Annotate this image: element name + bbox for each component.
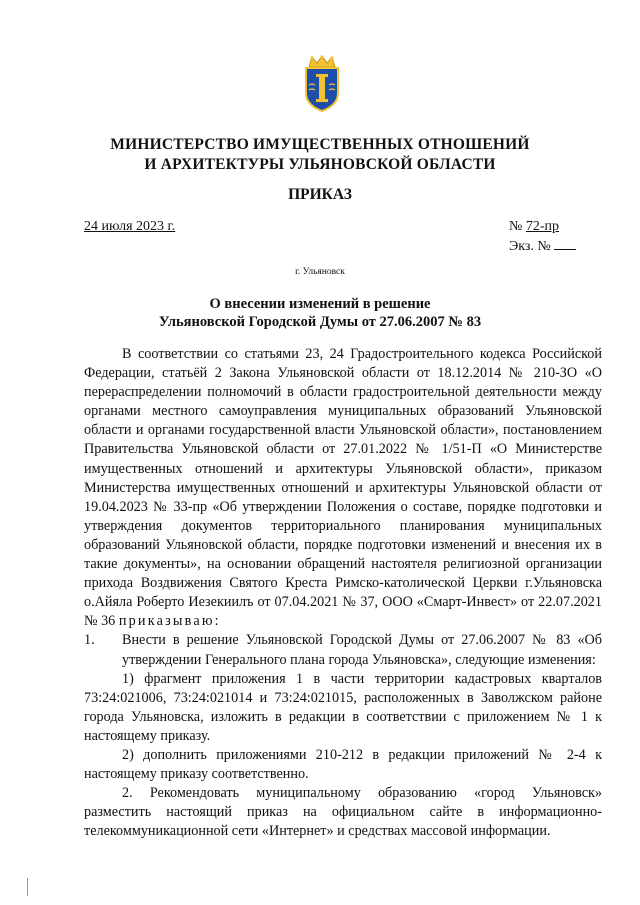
document-body: [84, 345, 602, 841]
copy-number-blank: [554, 237, 576, 250]
item-1-number: 1.: [84, 632, 95, 649]
subject-line2: Ульяновской Городской Думы от 27.06.2007 № 83: [158, 314, 482, 330]
copy-number: [509, 237, 576, 255]
order-word: приказываю: [118, 613, 215, 630]
scan-margin-mark: [27, 878, 28, 896]
subitem-2-paragraph: 2) дополнить приложениями 210-212 в редакции приложений № 2-4 к настоящему приказу соответственно.: [84, 746, 602, 783]
order-number-value: 72-пр: [525, 219, 560, 234]
ministry-name-line2: И АРХИТЕКТУРЫ УЛЬЯНОВСКОЙ ОБЛАСТИ: [144, 156, 496, 173]
preamble-paragraph: [84, 345, 602, 631]
subitem-1-paragraph: 1) фрагмент приложения 1 в части территории кадастровых кварталов 73:24:021006, 73:24:021014 и 73:24:021015, расположенных в Заволжском районе города Ульяновска, изложить в редакции в соответствии с приложением № 1 к настоящему приказу.: [84, 670, 602, 744]
preamble-text: В соответствии со статьями 23, 24 Градостроительного кодекса Российской Федерации, статьёй 2 Закона Ульяновской области от 18.12.2014 № 210-ЗО «О перераспределении полномочий в области градостроительной деятельности между органами местного самоуправления муниципальных образований Ульяновской области и органами государственной власти Ульяновской области», постановлением Правительства Ульяновской области от 27.01.2022 № 1/51-П «О Министерстве имущественных отношений и архитектуры Ульяновской области», приказом Министерства имущественных отношений и архитектуры Ульяновской области от 19.04.2023 № 33-пр «Об утверждении Положения о составе, порядке подготовки и утверждения документов территориального планирования муниципальных образований Ульяновской области, порядке подготовки изменений и внесения их в такие документы», на основании обращений настоятеля религиозной организации прихода Воздвижения Святого Креста Римско-католической Церкви г.Ульяновска о.Айяла Роберто Иезекиилъ от 07.04.2021 № 37, ООО «Смарт-Инвест» от 22.07.2021 № 36: [84, 346, 602, 630]
order-number-prefix: №: [509, 219, 526, 234]
ministry-name-line1: МИНИСТЕРСТВО ИМУЩЕСТВЕННЫХ ОТНОШЕНИЙ: [110, 136, 530, 153]
city-label: г. Ульяновск: [295, 267, 345, 277]
item-1-paragraph: [84, 631, 602, 669]
subject-line1: О внесении изменений в решение: [209, 296, 431, 312]
ulyanovsk-coat-of-arms-emblem: [300, 55, 344, 113]
order-date: 24 июля 2023 г.: [84, 219, 176, 234]
item-1-text: Внести в решение Ульяновской Городской Думы от 27.06.2007 № 83 «Об утверждении Генерального плана города Ульяновска», следующие изменения:: [122, 632, 602, 668]
copy-number-label: Экз. №: [509, 239, 555, 254]
document-type-title: ПРИКАЗ: [288, 186, 352, 203]
preamble-end: :: [214, 613, 219, 630]
order-number: [509, 219, 559, 235]
item-2-paragraph: 2. Рекомендовать муниципальному образованию «город Ульяновск» разместить настоящий приказ на официальном сайте в информационно-телекоммуникационной сети «Интернет» и средствах массовой информации.: [84, 785, 602, 840]
